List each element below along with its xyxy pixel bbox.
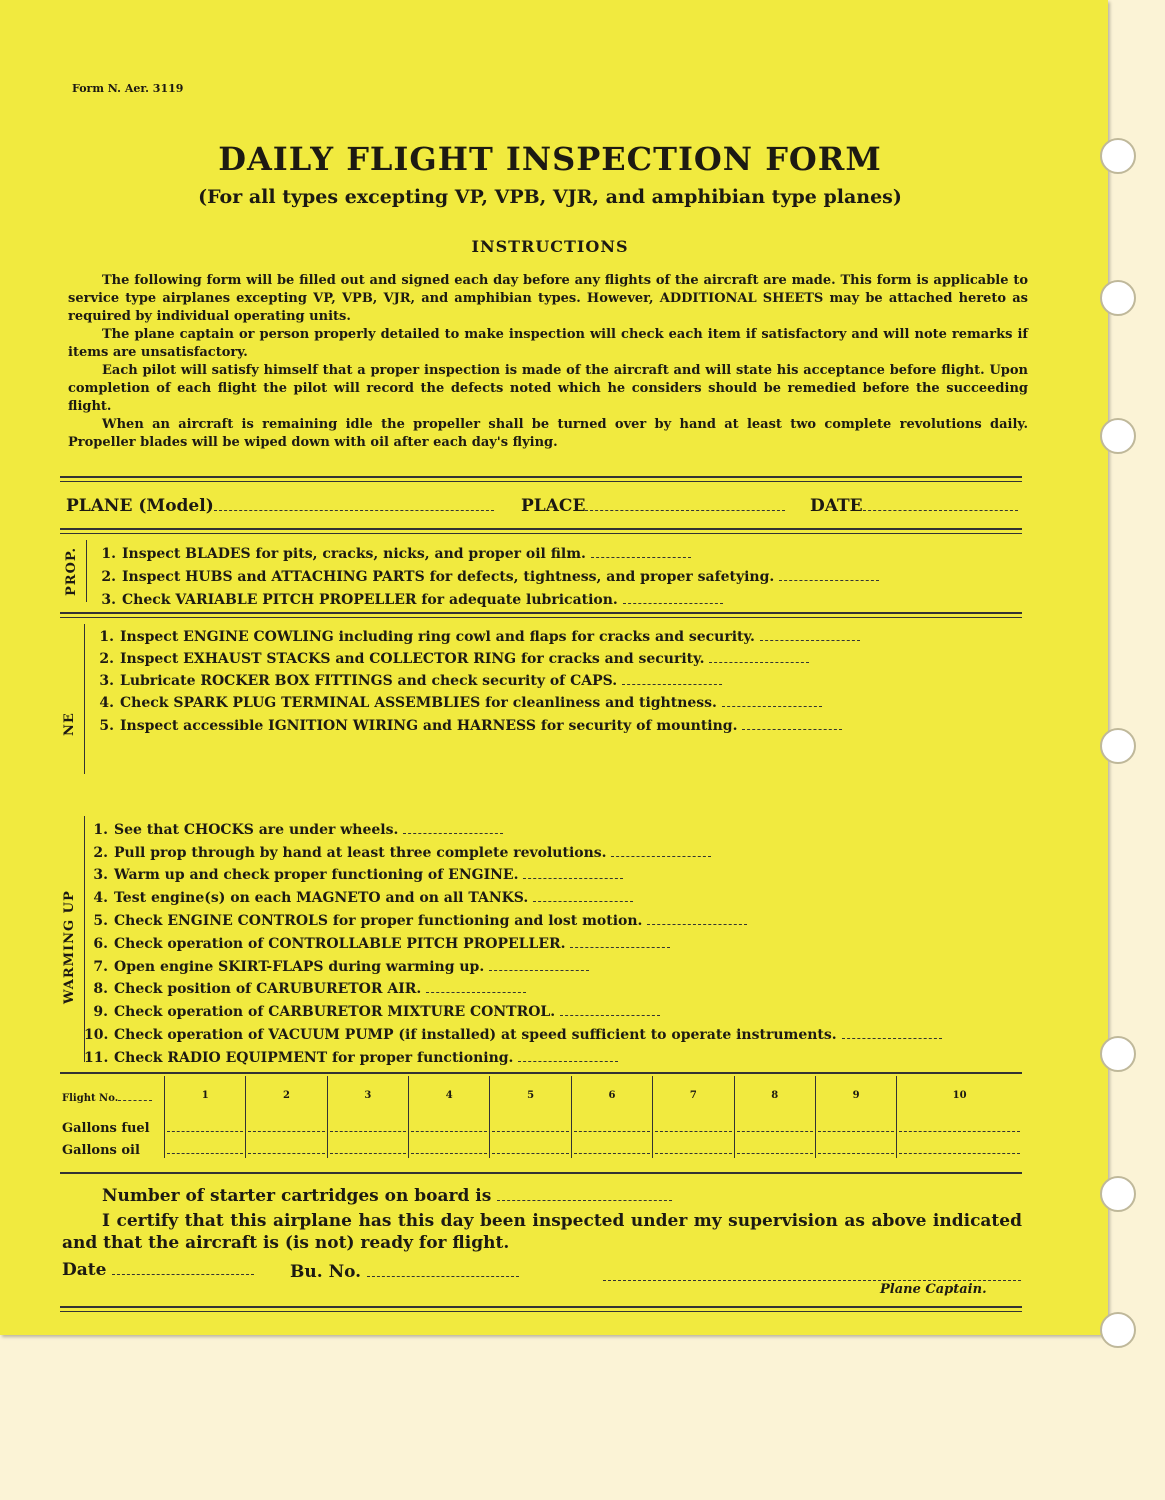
form-number: Form N. Aer. 3119 — [72, 82, 184, 95]
flight-col-header: 10 — [897, 1076, 1022, 1114]
divider — [60, 612, 1022, 614]
cert-date-field[interactable] — [112, 1260, 254, 1275]
flight-col-header: 7 — [653, 1076, 734, 1114]
divider — [60, 533, 1022, 534]
divider — [60, 1306, 1022, 1308]
divider — [60, 1072, 1022, 1074]
checklist-item[interactable]: 4. Check SPARK PLUG TERMINAL ASSEMBLIES for cleanliness and tightness. — [90, 692, 822, 711]
starter-cartridges-line: Number of starter cartridges on board is — [102, 1186, 672, 1206]
flight-col-header: 5 — [490, 1076, 571, 1114]
oil-cell[interactable] — [897, 1136, 1022, 1158]
binder-hole — [1100, 138, 1136, 174]
fuel-cell[interactable] — [815, 1114, 896, 1136]
brace — [84, 624, 85, 774]
binder-hole — [1100, 1176, 1136, 1212]
oil-cell[interactable] — [653, 1136, 734, 1158]
page-title: DAILY FLIGHT INSPECTION FORM — [218, 140, 882, 178]
plane-model-field[interactable] — [214, 496, 494, 511]
fuel-cell[interactable] — [409, 1114, 490, 1136]
divider — [60, 1172, 1022, 1174]
fuel-cell[interactable] — [571, 1114, 652, 1136]
bu-no-field[interactable] — [367, 1262, 519, 1277]
oil-cell[interactable] — [327, 1136, 408, 1158]
fuel-cell[interactable] — [327, 1114, 408, 1136]
fuel-cell[interactable] — [165, 1114, 246, 1136]
checklist-item[interactable]: 5. Check ENGINE CONTROLS for proper functioning and lost motion. — [84, 910, 747, 929]
checklist-item[interactable]: 1. Inspect ENGINE COWLING including ring cowl and flaps for cracks and security. — [90, 626, 860, 645]
divider — [60, 481, 1022, 482]
oil-cell[interactable] — [815, 1136, 896, 1158]
oil-cell[interactable] — [490, 1136, 571, 1158]
divider — [60, 528, 1022, 530]
fuel-cell[interactable] — [246, 1114, 327, 1136]
oil-cell[interactable] — [571, 1136, 652, 1158]
date-label: DATE — [810, 496, 863, 516]
place-label: PLACE — [521, 496, 586, 516]
checklist-item[interactable]: 3. Check VARIABLE PITCH PROPELLER for adequate lubrication. — [92, 589, 723, 608]
checklist-item[interactable]: 2. Pull prop through by hand at least three complete revolutions. — [84, 842, 711, 861]
oil-cell[interactable] — [165, 1136, 246, 1158]
plane-captain-label: Plane Captain. — [880, 1282, 987, 1297]
oil-row-label: Gallons oil — [62, 1143, 140, 1158]
signature-field[interactable] — [603, 1266, 1021, 1281]
checklist-item[interactable]: 1. See that CHOCKS are under wheels. — [84, 819, 503, 838]
place-field[interactable] — [585, 496, 785, 511]
flight-col-header: 6 — [571, 1076, 652, 1114]
starter-cartridges-field[interactable] — [497, 1186, 672, 1201]
fuel-row-label: Gallons fuel — [62, 1121, 150, 1136]
checklist-item[interactable]: 6. Check operation of CONTROLLABLE PITCH PROPELLER. — [84, 933, 670, 952]
flight-col-header: 9 — [815, 1076, 896, 1114]
binder-hole — [1100, 1312, 1136, 1348]
instructions-paragraph: When an aircraft is remaining idle the propeller shall be turned over by hand at least two complete revolutions daily. Propeller blades will be wiped down with oil after each day's flying. — [68, 417, 1028, 450]
checklist-item[interactable]: 7. Open engine SKIRT-FLAPS during warming up. — [84, 956, 589, 975]
checklist-item[interactable]: 11. Check RADIO EQUIPMENT for proper functioning. — [84, 1047, 618, 1066]
flight-col-header: 2 — [246, 1076, 327, 1114]
checklist-item[interactable]: 2. Inspect EXHAUST STACKS and COLLECTOR RING for cracks and security. — [90, 648, 809, 667]
oil-cell[interactable] — [246, 1136, 327, 1158]
checklist-item[interactable]: 9. Check operation of CARBURETOR MIXTURE CONTROL. — [84, 1001, 660, 1020]
checklist-item[interactable]: 1. Inspect BLADES for pits, cracks, nicks, and proper oil film. — [92, 543, 691, 562]
plane-model-label: PLANE (Model) — [66, 496, 214, 516]
instructions-paragraph: The following form will be filled out and signed each day before any flights of the aircraft are made. This form is applicable to service type airplanes excepting VP, VPB, VJR, and amphibian types. However, ADDITIONAL SHEETS may be attached hereto as required by individual operating units. — [68, 273, 1028, 324]
oil-cell[interactable] — [409, 1136, 490, 1158]
flight-no-header: Flight No. — [60, 1076, 165, 1114]
fuel-cell[interactable] — [490, 1114, 571, 1136]
divider — [60, 617, 1022, 618]
flight-col-header: 1 — [165, 1076, 246, 1114]
cert-date-line: Date — [62, 1260, 254, 1280]
checklist-item[interactable]: 2. Inspect HUBS and ATTACHING PARTS for defects, tightness, and proper safetying. — [92, 566, 879, 585]
flight-col-header: 8 — [734, 1076, 815, 1114]
checklist-item[interactable]: 5. Inspect accessible IGNITION WIRING and HARNESS for security of mounting. — [90, 715, 842, 734]
brace — [86, 540, 87, 602]
warming-section-label: WARMING UP — [62, 890, 77, 1004]
divider — [60, 1311, 1022, 1312]
certification-statement: I certify that this airplane has this day been inspected under my supervision as above indicated and that the aircraft is (is not) ready for flight. — [62, 1211, 1022, 1253]
divider — [60, 476, 1022, 478]
checklist-item[interactable]: 3. Warm up and check proper functioning of ENGINE. — [84, 864, 623, 883]
checklist-item[interactable]: 3. Lubricate ROCKER BOX FITTINGS and check security of CAPS. — [90, 670, 722, 689]
flight-col-header: 4 — [409, 1076, 490, 1114]
binder-hole — [1100, 1036, 1136, 1072]
bu-no-line: Bu. No. — [290, 1262, 519, 1282]
binder-hole — [1100, 280, 1136, 316]
flight-table — [60, 1076, 1022, 1158]
instructions-paragraph: Each pilot will satisfy himself that a proper inspection is made of the aircraft and will state his acceptance before flight. Upon completion of each flight the pilot will record the defects noted which he considers should be remedied before the succeeding flight. — [68, 363, 1028, 414]
oil-cell[interactable] — [734, 1136, 815, 1158]
flight-col-header: 3 — [327, 1076, 408, 1114]
fuel-cell[interactable] — [734, 1114, 815, 1136]
fuel-cell[interactable] — [897, 1114, 1022, 1136]
prop-section-label: PROP. — [64, 546, 79, 596]
engine-section-label: NE — [62, 712, 77, 736]
instructions-heading: INSTRUCTIONS — [471, 237, 629, 256]
checklist-item[interactable]: 4. Test engine(s) on each MAGNETO and on all TANKS. — [84, 887, 633, 906]
instructions-paragraph: The plane captain or person properly detailed to make inspection will check each item if satisfactory and will note remarks if items are unsatisfactory. — [68, 327, 1028, 360]
binder-hole — [1100, 418, 1136, 454]
instructions-body — [68, 272, 1028, 452]
checklist-item[interactable]: 10. Check operation of VACUUM PUMP (if installed) at speed sufficient to operate instruments. — [84, 1024, 942, 1043]
binder-hole — [1100, 728, 1136, 764]
page-subtitle: (For all types excepting VP, VPB, VJR, and amphibian type planes) — [198, 186, 902, 208]
checklist-item[interactable]: 8. Check position of CARUBURETOR AIR. — [84, 978, 526, 997]
fuel-cell[interactable] — [653, 1114, 734, 1136]
date-field[interactable] — [863, 496, 1018, 511]
